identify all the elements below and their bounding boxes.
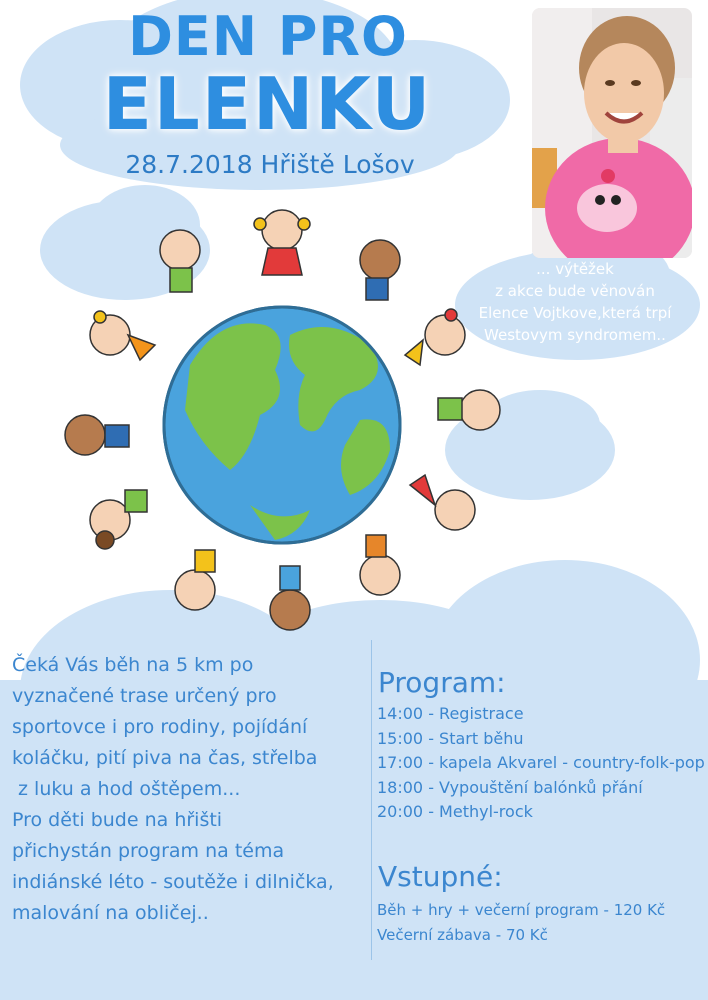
program-item: 17:00 - kapela Akvarel - country-folk-pop xyxy=(377,753,705,772)
note-line: Elence Vojtkove,která trpí xyxy=(478,304,672,322)
program-item: 15:00 - Start běhu xyxy=(377,728,524,748)
description-line: sportovce i pro rodiny, pojídání xyxy=(12,716,308,738)
note-line: z akce bude věnován xyxy=(495,282,655,300)
description-line: indiánské léto - soutěže i dilnička, xyxy=(12,871,334,893)
program-item: 14:00 - Registrace xyxy=(377,704,524,723)
note-line: Westovym syndromem.. xyxy=(484,326,666,344)
program-list xyxy=(377,702,705,825)
poster-title-line1: DEN PRO xyxy=(128,5,408,68)
description-line: z luku a hod oštěpem... xyxy=(12,778,241,800)
entry-item: Běh + hry + večerní program - 120 Kč xyxy=(377,901,666,919)
column-divider xyxy=(371,640,372,960)
description-line: přichystán program na téma xyxy=(12,840,285,862)
note-line: ... výtěžek xyxy=(536,260,614,278)
child-photo xyxy=(532,8,692,258)
description-line: Čeká Vás běh na 5 km po xyxy=(12,654,254,676)
description-line: Pro děti bude na hřišti xyxy=(12,809,223,831)
program-item: 18:00 - Vypouštění balónků přání xyxy=(377,777,643,797)
entry-item: Večerní zábava - 70 Kč xyxy=(377,926,548,944)
program-item: 20:00 - Methyl-rock xyxy=(377,802,533,821)
description-line: malování na obličej.. xyxy=(12,902,209,924)
event-date-place: 28.7.2018 Hřiště Lošov xyxy=(125,150,415,179)
description-line: koláčku, pití piva na čas, střelba xyxy=(12,747,318,769)
entry-heading: Vstupné: xyxy=(378,860,503,893)
program-heading: Program: xyxy=(378,666,506,699)
poster-title-line2: ELENKU xyxy=(102,62,433,146)
event-description xyxy=(12,650,372,929)
entry-list xyxy=(377,898,665,948)
earth-illustration xyxy=(60,205,520,645)
description-line: vyznačené trase určený pro xyxy=(12,685,277,707)
